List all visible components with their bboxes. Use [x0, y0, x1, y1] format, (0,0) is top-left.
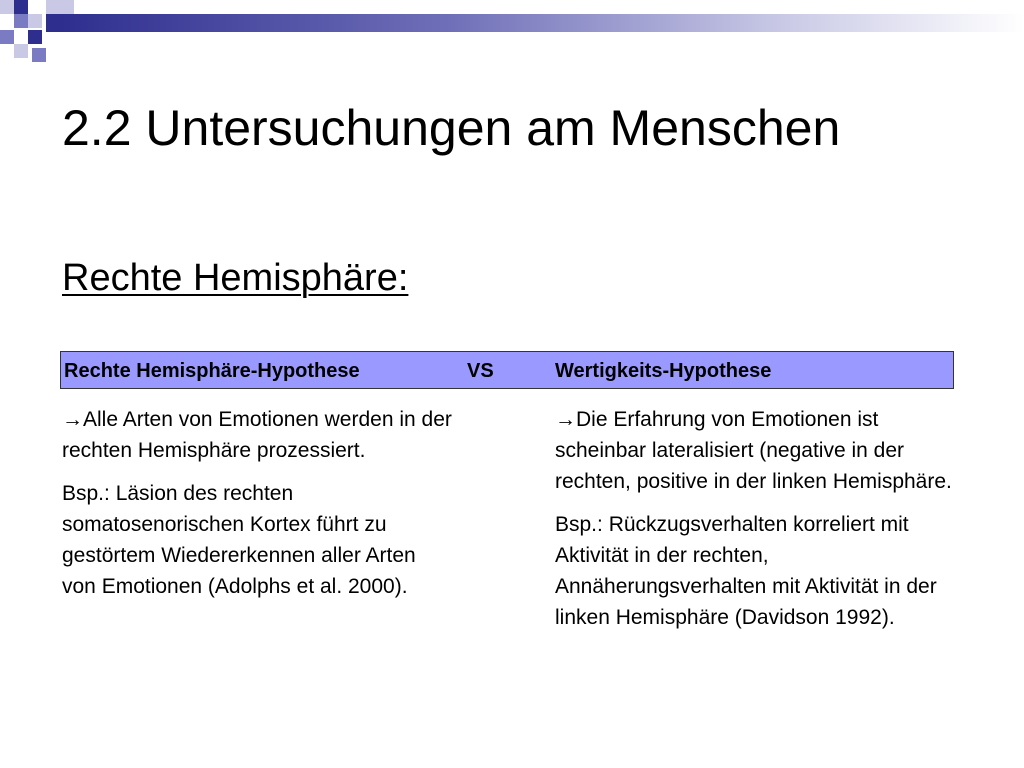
right-column	[555, 404, 975, 645]
left-column	[62, 404, 452, 614]
decor-square	[28, 30, 42, 44]
left-example-text: Bsp.: Läsion des rechten somatosenorischen Kortex führt zu gestörtem Wiedererkennen aller Arten von Emotionen (Adolphs et al. 2000).	[62, 482, 416, 598]
decor-square	[46, 14, 60, 32]
header-vs: VS	[467, 360, 494, 382]
decor-square	[32, 48, 46, 62]
page-title: 2.2 Untersuchungen am Menschen	[62, 100, 841, 156]
right-claim-text: Die Erfahrung von Emotionen ist scheinbar lateralisiert (negative in der rechten, positive in der linken Hemisphäre.	[555, 408, 952, 493]
decor-square	[46, 0, 60, 14]
decor-square	[60, 0, 74, 14]
decor-square	[0, 30, 14, 44]
left-claim-paragraph	[62, 404, 452, 466]
arrow-icon: →	[555, 408, 576, 431]
comparison-header	[60, 351, 954, 389]
right-claim-paragraph	[555, 404, 975, 497]
right-example-text: Bsp.: Rückzugsverhalten korreliert mit Aktivität in der rechten, Annäherungsverhalten mit Aktivität in der linken Hemisphäre (Davidson 1992).	[555, 513, 937, 629]
decor-square	[14, 44, 28, 58]
section-subtitle: Rechte Hemisphäre:	[62, 257, 409, 299]
left-claim-text: Alle Arten von Emotionen werden in der rechten Hemisphäre prozessiert.	[62, 408, 452, 462]
header-right-hypothesis: Wertigkeits-Hypothese	[555, 360, 772, 382]
header-gradient-bar	[60, 14, 1024, 32]
arrow-icon: →	[62, 408, 83, 431]
decor-square	[0, 0, 14, 14]
decor-square	[14, 0, 28, 14]
decor-square	[14, 14, 28, 28]
decor-square	[28, 14, 42, 28]
header-left-hypothesis: Rechte Hemisphäre-Hypothese	[64, 360, 360, 382]
